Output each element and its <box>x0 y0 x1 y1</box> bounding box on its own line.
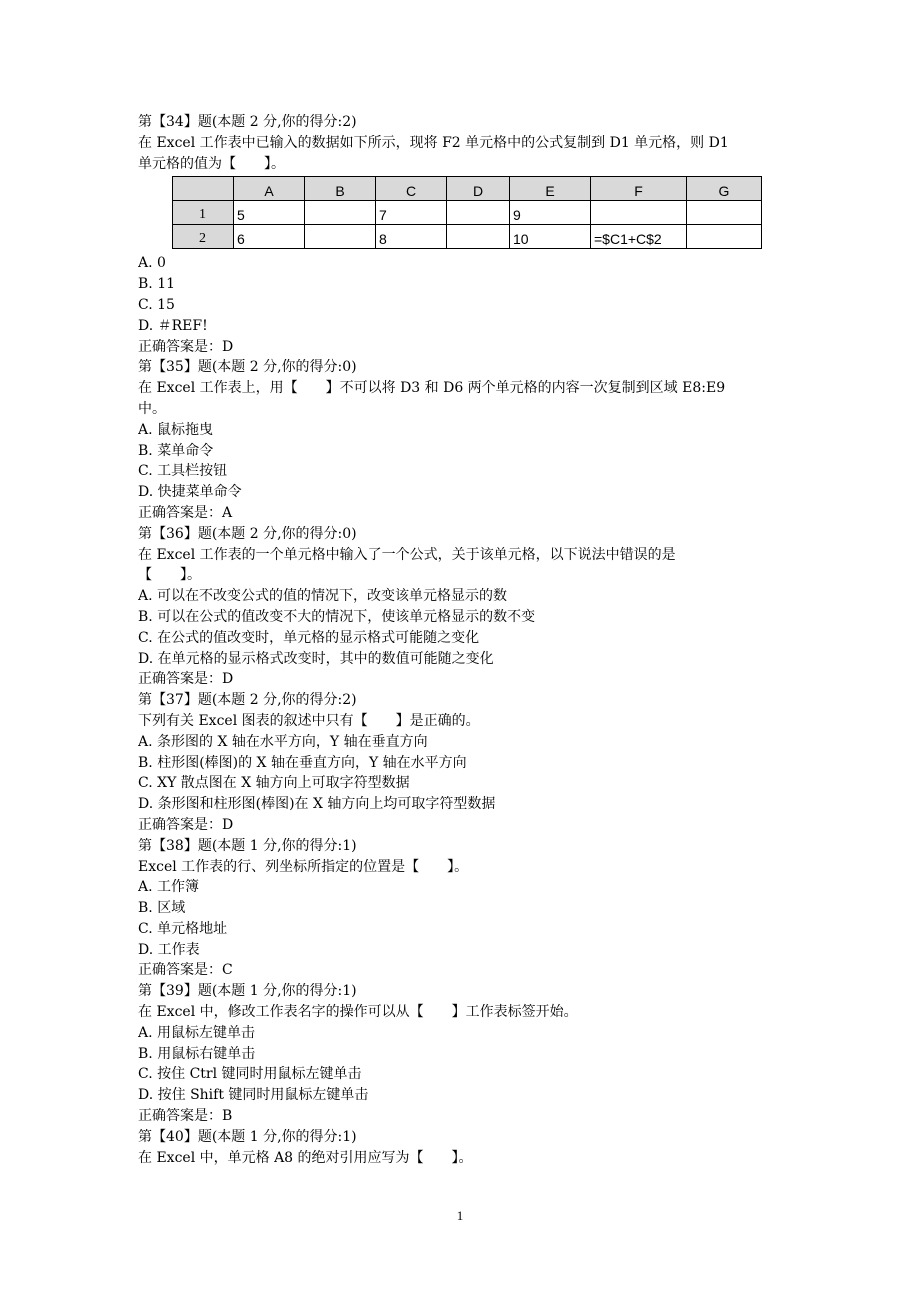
cell-b1 <box>305 201 376 225</box>
excel-data-table <box>172 176 762 249</box>
question-40-header: 第【40】题(本题 1 分,你的得分:1) <box>138 1128 357 1145</box>
question-36-option-a: A. 可以在不改变公式的值的情况下，改变该单元格显示的数 <box>138 588 508 605</box>
question-35-stem-line-1: 在 Excel 工作表上，用【 】不可以将 D3 和 D6 两个单元格的内容一次复制到区域 E8:E9 <box>138 380 726 397</box>
question-34-header: 第【34】题(本题 2 分,你的得分:2) <box>138 114 357 130</box>
cell-f2: =$C1+C$2 <box>591 225 687 249</box>
column-header-d: D <box>447 177 510 201</box>
question-34-stem-line-2: 单元格的值为【 】。 <box>138 155 285 172</box>
cell-d1 <box>447 201 510 225</box>
question-37-option-d: D. 条形图和柱形图(棒图)在 X 轴方向上均可取字符型数据 <box>138 796 496 813</box>
question-36-stem-line-2: 【 】。 <box>138 567 201 584</box>
question-39-stem-line-1: 在 Excel 中，修改工作表名字的操作可以从【 】工作表标签开始。 <box>138 1004 578 1021</box>
question-37-answer: 正确答案是：D <box>138 816 234 833</box>
question-39-option-c: C. 按住 Ctrl 键同时用鼠标左键单击 <box>138 1066 362 1083</box>
question-35-option-d: D. 快捷菜单命令 <box>138 484 242 501</box>
table-row <box>173 225 762 249</box>
question-36-option-c: C. 在公式的值改变时，单元格的显示格式可能随之变化 <box>138 629 480 646</box>
question-36-stem-line-1: 在 Excel 工作表的一个单元格中输入了一个公式，关于该单元格，以下说法中错误的是 <box>138 546 676 563</box>
cell-c1: 7 <box>376 201 447 225</box>
column-header-e: E <box>510 177 591 201</box>
cell-g2 <box>687 225 762 249</box>
question-35-answer: 正确答案是：A <box>138 504 233 521</box>
column-header-b: B <box>305 177 376 201</box>
question-37-option-b: B. 柱形图(棒图)的 X 轴在垂直方向，Y 轴在水平方向 <box>138 754 467 771</box>
question-35-option-c: C. 工具栏按钮 <box>138 463 228 480</box>
question-37-stem-line-1: 下列有关 Excel 图表的叙述中只有【 】是正确的。 <box>138 712 480 729</box>
question-36-option-b: B. 可以在公式的值改变不大的情况下，使该单元格显示的数不变 <box>138 608 536 625</box>
question-39-header: 第【39】题(本题 1 分,你的得分:1) <box>138 983 357 1000</box>
cell-a1: 5 <box>234 201 305 225</box>
cell-c2: 8 <box>376 225 447 249</box>
question-34-answer: 正确答案是：D <box>138 338 234 355</box>
question-34-option-b: B. 11 <box>138 276 176 293</box>
cell-e2: 10 <box>510 225 591 249</box>
question-39-option-d: D. 按住 Shift 键同时用鼠标左键单击 <box>138 1087 369 1104</box>
cell-b2 <box>305 225 376 249</box>
cell-g1 <box>687 201 762 225</box>
question-37-header: 第【37】题(本题 2 分,你的得分:2) <box>138 692 357 709</box>
question-38-stem-line-1: Excel 工作表的行、列坐标所指定的位置是【 】。 <box>138 858 469 875</box>
question-38-option-c: C. 单元格地址 <box>138 920 228 937</box>
table-row <box>173 201 762 225</box>
table-corner-cell <box>173 177 234 201</box>
cell-a2: 6 <box>234 225 305 249</box>
question-38-header: 第【38】题(本题 1 分,你的得分:1) <box>138 837 357 854</box>
question-38-option-a: A. 工作簿 <box>138 879 200 896</box>
cell-d2 <box>447 225 510 249</box>
question-39-option-b: B. 用鼠标右键单击 <box>138 1045 256 1062</box>
question-36-answer: 正确答案是：D <box>138 671 234 688</box>
question-34-option-d: D. ＃REF! <box>138 317 208 334</box>
column-header-a: A <box>234 177 305 201</box>
question-37-option-a: A. 条形图的 X 轴在水平方向，Y 轴在垂直方向 <box>138 733 428 750</box>
column-header-f: F <box>591 177 687 201</box>
question-34-option-a: A. 0 <box>138 255 166 272</box>
page-number: 1 <box>456 1208 464 1223</box>
row-header-1: 1 <box>173 201 234 225</box>
row-header-2: 2 <box>173 225 234 249</box>
column-header-c: C <box>376 177 447 201</box>
question-39-answer: 正确答案是：B <box>138 1108 233 1125</box>
table-header-row <box>173 177 762 201</box>
cell-f1 <box>591 201 687 225</box>
question-40-stem-line-1: 在 Excel 中，单元格 A8 的绝对引用应写为【 】。 <box>138 1149 473 1166</box>
question-37-option-c: C. XY 散点图在 X 轴方向上可取字符型数据 <box>138 775 410 792</box>
question-36-option-d: D. 在单元格的显示格式改变时，其中的数值可能随之变化 <box>138 650 494 667</box>
question-38-answer: 正确答案是：C <box>138 962 233 979</box>
column-header-g: G <box>687 177 762 201</box>
question-34-option-c: C. 15 <box>138 296 175 313</box>
question-38-option-b: B. 区域 <box>138 900 186 917</box>
question-38-option-d: D. 工作表 <box>138 941 200 958</box>
cell-e1: 9 <box>510 201 591 225</box>
question-35-option-a: A. 鼠标拖曳 <box>138 421 214 438</box>
question-36-header: 第【36】题(本题 2 分,你的得分:0) <box>138 525 357 542</box>
document-body <box>138 112 786 1168</box>
question-35-stem-line-2: 中。 <box>138 400 166 417</box>
question-35-option-b: B. 菜单命令 <box>138 442 214 459</box>
question-39-option-a: A. 用鼠标左键单击 <box>138 1024 256 1041</box>
question-34-stem-line-1: 在 Excel 工作表中已输入的数据如下所示，现将 F2 单元格中的公式复制到 D1 单元格，则 D1 <box>138 134 729 151</box>
question-35-header: 第【35】题(本题 2 分,你的得分:0) <box>138 359 357 376</box>
